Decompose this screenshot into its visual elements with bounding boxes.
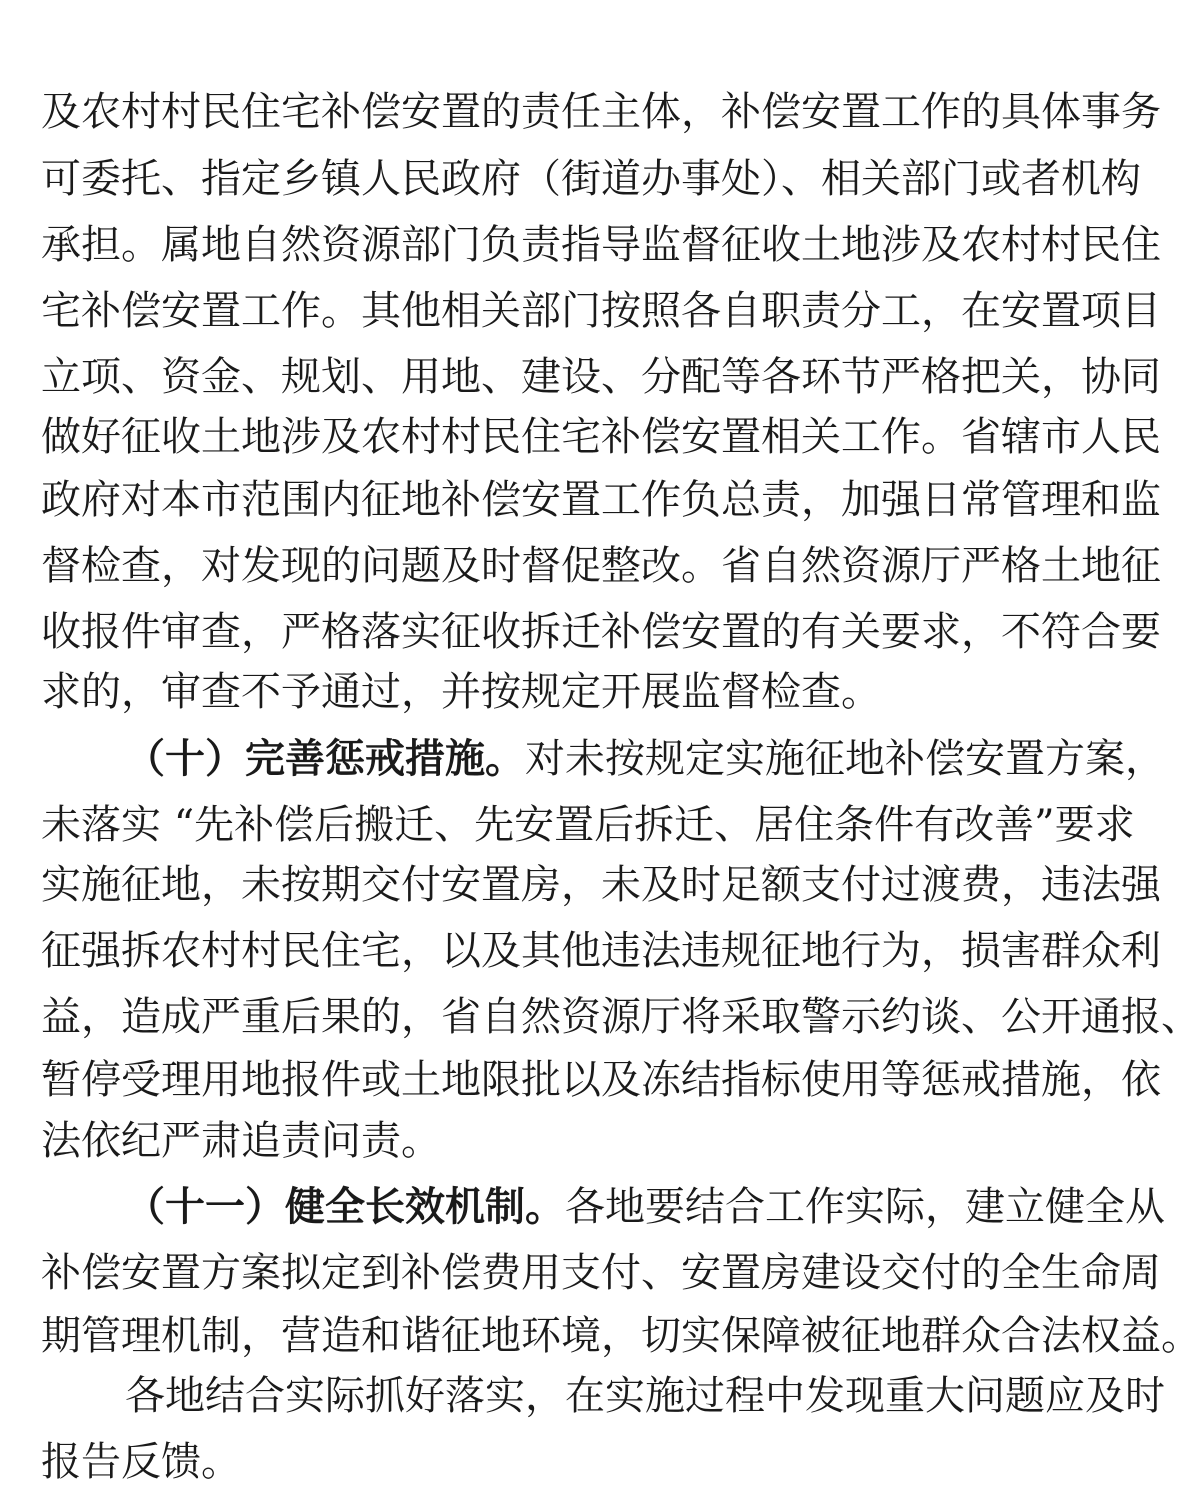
line-text: 暂停受理用地报件或土地限批以及冻结指标使用等惩戒措施，依 [41,1057,1161,1103]
line-text: 对未按规定实施征地补偿安置方案， [525,736,1165,782]
line-text: 承担。属地自然资源部门负责指导监督征收土地涉及农村村民住 [41,222,1161,268]
paragraph-line [41,149,1141,209]
line-text: 报告反馈。 [41,1439,241,1485]
paragraph-line [41,407,1161,467]
section-heading: （十）完善惩戒措施。 [125,736,525,782]
line-text: 法依纪严肃追责问责。 [41,1118,441,1164]
section-heading-line [125,729,1165,789]
line-text: 宅补偿安置工作。其他相关部门按照各自职责分工，在安置项目 [41,288,1161,334]
paragraph-line [41,1306,1201,1366]
line-text: 可委托、指定乡镇人民政府（街道办事处）、相关部门或者机构 [41,156,1141,202]
paragraph-line [41,536,1161,596]
paragraph-line [41,215,1161,275]
line-text: 征强拆农村村民住宅，以及其他违法违规征地行为，损害群众利 [41,928,1161,974]
line-text: 做好征收土地涉及农村村民住宅补偿安置相关工作。省辖市人民 [41,414,1161,460]
line-text: 收报件审查，严格落实征收拆迁补偿安置的有关要求，不符合要 [41,609,1161,655]
line-text: 政府对本市范围内征地补偿安置工作负总责，加强日常管理和监 [41,477,1161,523]
line-text: 益，造成严重后果的，省自然资源厅将采取警示约谈、公开通报、 [41,994,1201,1040]
paragraph-line [41,921,1161,981]
line-text: 及农村村民住宅补偿安置的责任主体，补偿安置工作的具体事务 [41,89,1161,135]
paragraph-line [41,1050,1161,1110]
paragraph-line [41,470,1161,530]
line-text: 未落实 “先补偿后搬迁、先安置后拆迁、居住条件有改善”要求 [41,802,1135,848]
paragraph-line [41,855,1161,915]
line-text: 期管理机制，营造和谐征地环境，切实保障被征地群众合法权益。 [41,1313,1201,1359]
paragraph-line [41,82,1161,142]
paragraph-line [41,1243,1161,1303]
paragraph-line [41,987,1201,1047]
paragraph-line [41,795,1135,855]
paragraph-line [41,1432,1039,1492]
paragraph-line [41,1111,1039,1171]
paragraph-line [125,1366,1165,1426]
line-text: 立项、资金、规划、用地、建设、分配等各环节严格把关，协同 [41,354,1161,400]
line-text: 补偿安置方案拟定到补偿费用支付、安置房建设交付的全生命周 [41,1250,1161,1296]
section-heading-line [125,1177,1165,1237]
line-text: 各地结合实际抓好落实，在实施过程中发现重大问题应及时 [125,1373,1165,1419]
paragraph-line [41,281,1161,341]
paragraph-line [41,347,1161,407]
line-text: 督检查，对发现的问题及时督促整改。省自然资源厅严格土地征 [41,543,1161,589]
section-heading: （十一）健全长效机制。 [125,1184,565,1230]
line-text: 各地要结合工作实际，建立健全从 [565,1184,1165,1230]
line-text: 求的，审查不予通过，并按规定开展监督检查。 [41,669,881,715]
paragraph-line [41,602,1161,662]
paragraph-line [41,662,1039,722]
line-text: 实施征地，未按期交付安置房，未及时足额支付过渡费，违法强 [41,862,1161,908]
